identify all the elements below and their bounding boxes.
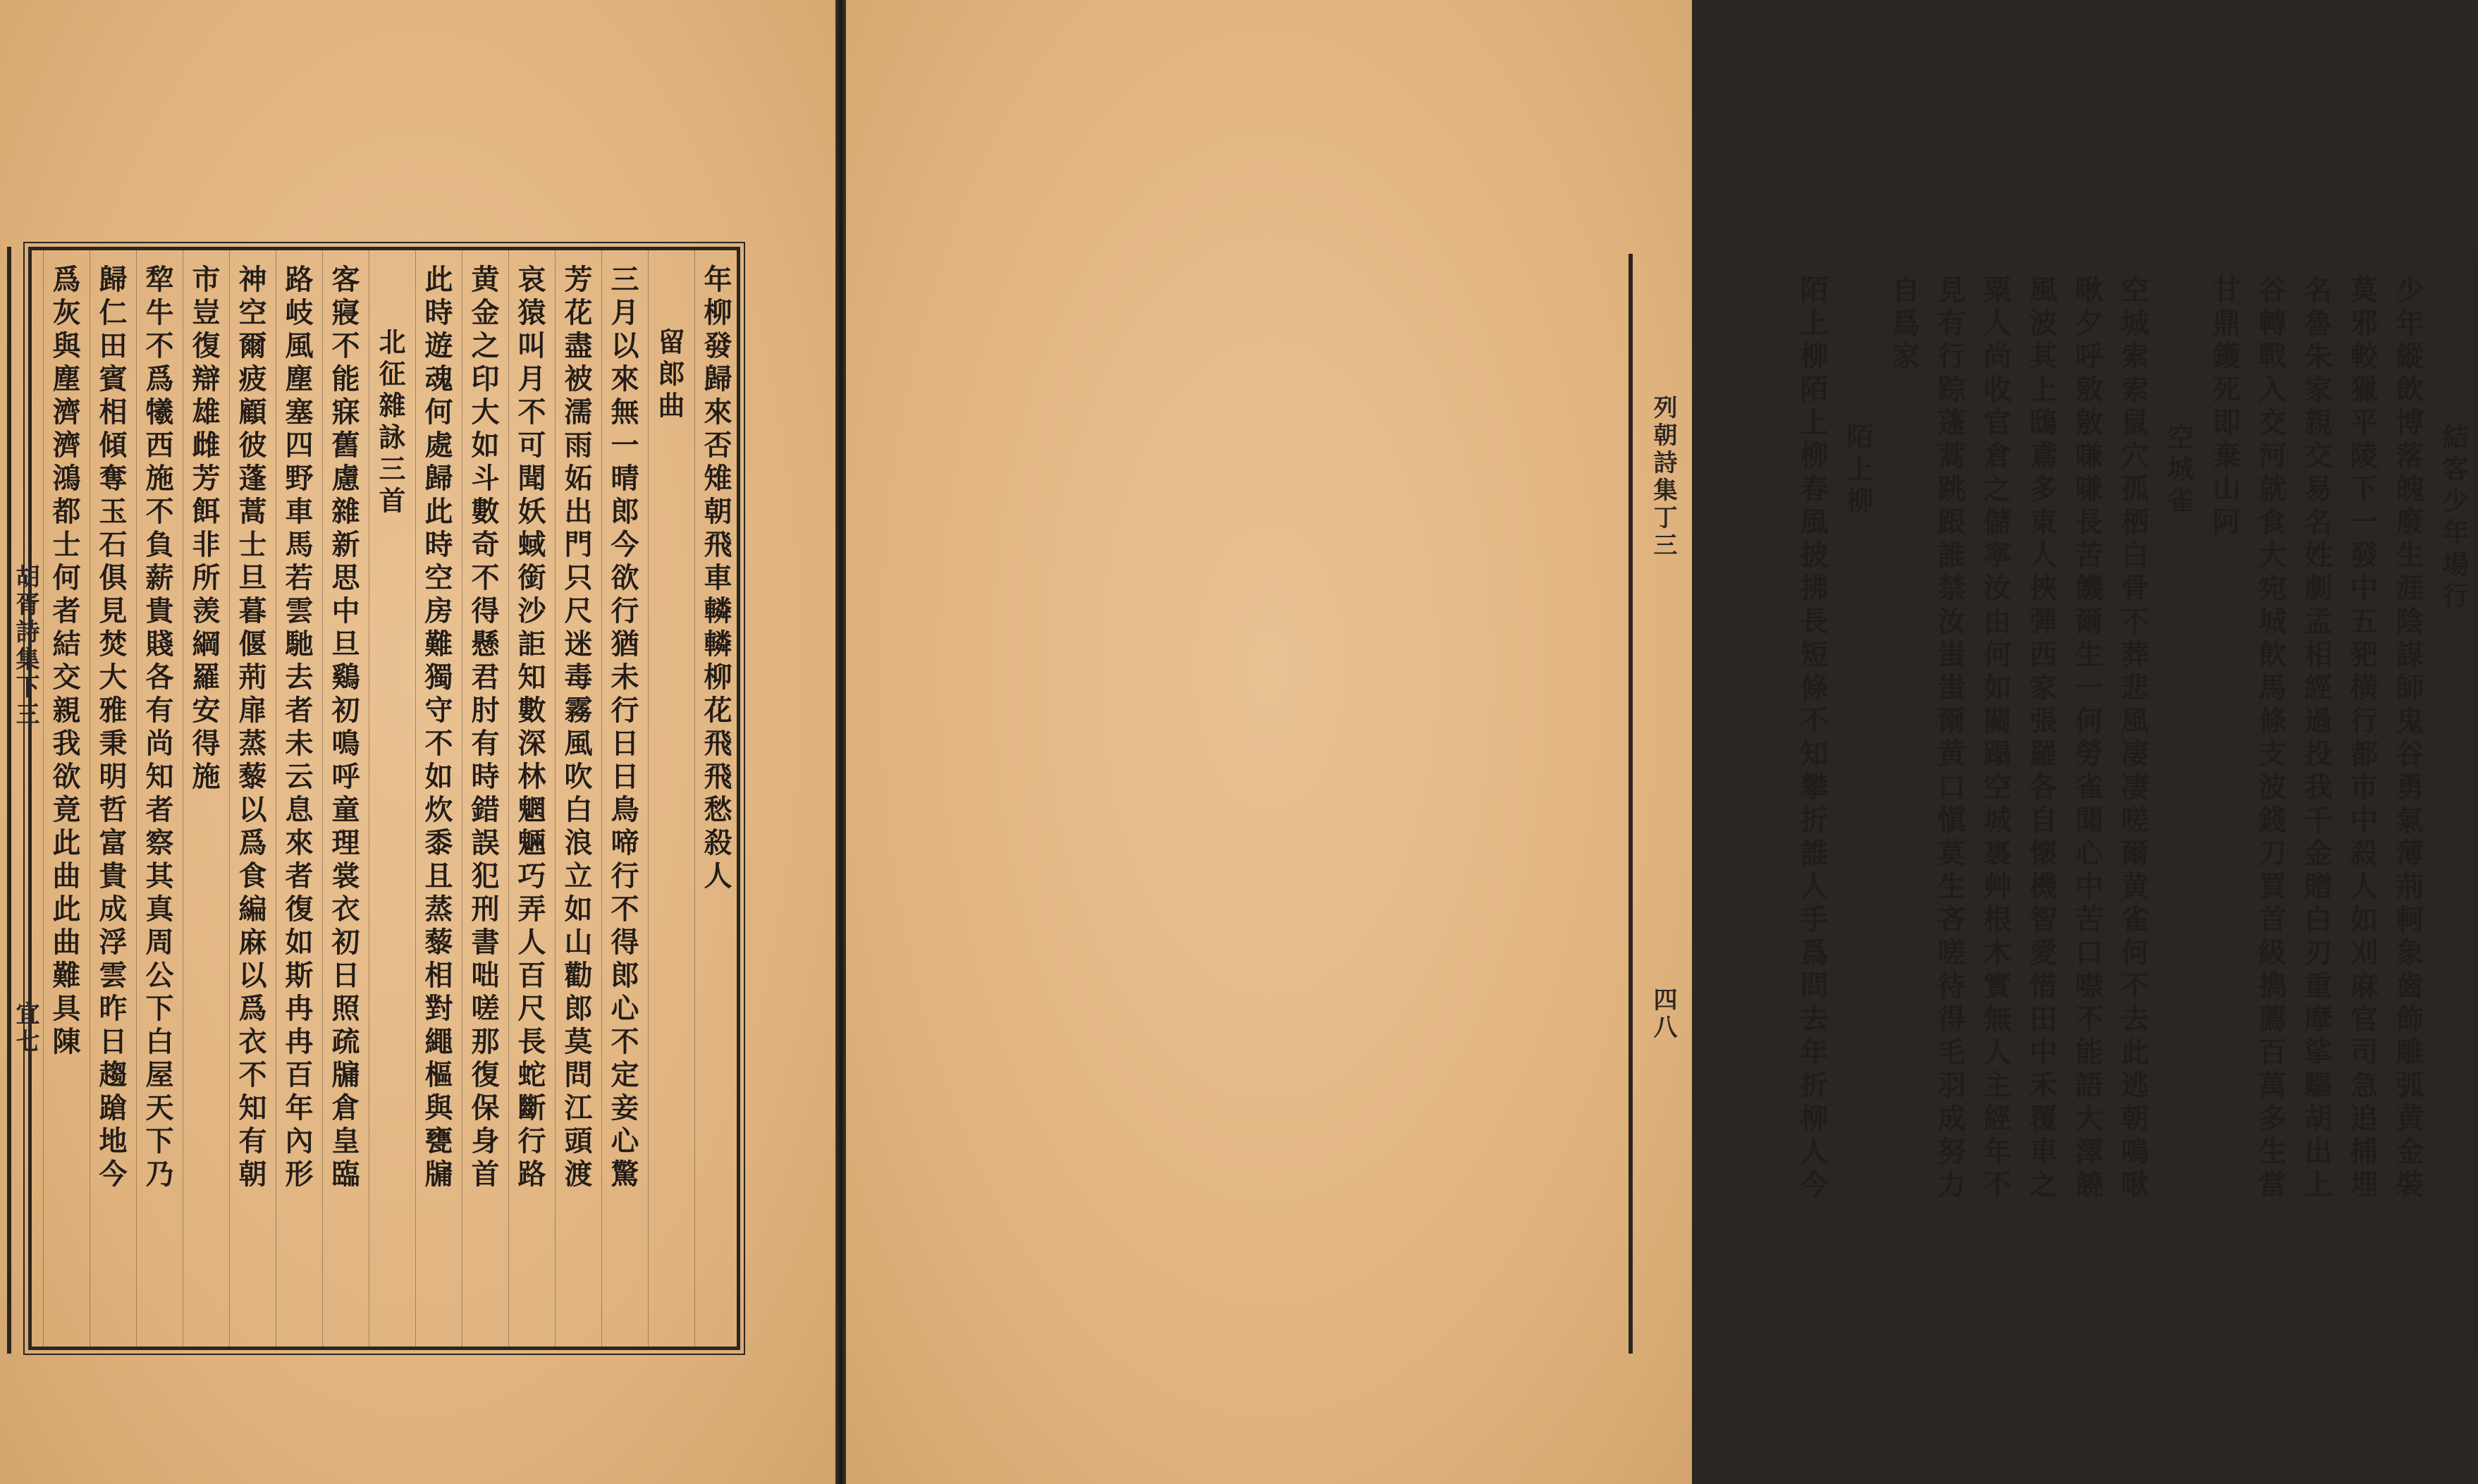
side-tab: 胡胥詩集下三 xyxy=(11,564,39,729)
text-column: 黄金之印大如斗數奇不得懸君肘有時錯誤犯刑書咄嗟那復保身首 xyxy=(462,250,504,1347)
poem-title: 結客少年場行 xyxy=(2432,261,2474,1350)
text-column: 空城索索鼠穴孤栖白骨不葬悲風凄凄嗟爾黄雀何不去此逃朝鳴啾 xyxy=(2111,261,2154,1350)
left-text-frame xyxy=(28,247,740,1350)
text-column: 見有行踪蓬蒿跳跟誰禁汝蚩蚩爾黄口愼莫生吝嗟待得毛羽成努力 xyxy=(1928,261,1970,1350)
text-column: 風波其上鴟鳶多東人挾彈西家張羅各自懷機智愛惜田中禾覆車之 xyxy=(2020,261,2062,1350)
poem-title: 空城雀 xyxy=(2157,261,2200,1350)
text-column: 客寢不能寐舊慮雜新思中旦鷄初鳴呼童理裳衣初日照疏牖倉皇臨 xyxy=(322,250,364,1347)
book-gutter xyxy=(835,0,846,1484)
text-column: 芳花盡被濡雨妬出門只尺迷毒霧風吹白浪立如山勸郎莫問江頭渡 xyxy=(555,250,597,1347)
side-tab-page: 四八 xyxy=(1649,987,1677,1042)
poem-title: 留郎曲 xyxy=(648,250,690,1347)
text-column: 名魯朱家親交易名姓劇孟相經過投我千金贈白刃重摩挲驅胡出上 xyxy=(2295,261,2337,1350)
text-column: 甘鼎鑊死即棄山阿 xyxy=(2203,261,2245,1350)
margin-rule xyxy=(7,247,11,1354)
text-column: 市豈復辯雄雌芳餌非所羡綱羅安得施 xyxy=(183,250,225,1347)
text-column: 犂牛不爲犧西施不負薪貴賤各有尚知者察其真周公下白屋天下乃 xyxy=(136,250,178,1347)
text-column: 爲灰與塵濟濟鴻都士何者結交親我欲竟此曲此曲難具陳 xyxy=(43,250,85,1347)
margin-rule xyxy=(1629,254,1633,1354)
text-column: 三月以來無一晴郎今欲行猶未行日日鳥啼行不得郎心不定妾心驚 xyxy=(601,250,644,1347)
side-tab: 列朝詩集丁三 xyxy=(1649,395,1677,560)
text-column: 此時遊魂何處歸此時空房難獨守不如炊黍且蒸藜相對繩樞與甕牖 xyxy=(415,250,458,1347)
right-text-frame xyxy=(1784,257,2478,1354)
poem-title: 北征雜詠三首 xyxy=(369,250,411,1347)
text-column: 莫邪較獵平陵下一發中五豝横行都市中殺人如刈麻官司急追捕埋 xyxy=(2341,261,2383,1350)
text-column: 啾夕呼敫敫嗛嗛長苦饑爾生一何勞雀聞心中苦口噤不能語大澤饒 xyxy=(2066,261,2108,1350)
text-column: 神空爾疲顧彼蓬蒿士旦暮偃荊扉蒸藜以爲食編麻以爲衣不知有朝 xyxy=(229,250,271,1347)
text-column: 粟人尚收官倉之儲寧汝由何如關蹋空城裏艸根木實無人主經年不 xyxy=(1974,261,2016,1350)
text-column: 陌上柳陌上柳春風披拂長短條不知攀折誰人手爲問去年折柳人今 xyxy=(1791,261,1833,1350)
text-column: 路岐風塵塞四野車馬若雲馳去者未云息來者復如斯冉冉百年內形 xyxy=(276,250,318,1347)
text-column: 谷轉戰入交河就食大宛城飲馬條支波錢刀買首級擕薦百萬多生當 xyxy=(2249,261,2291,1350)
text-column: 自爲家 xyxy=(1882,261,1925,1350)
text-column: 年柳發歸來否雉朝飛車轔轔柳花飛飛愁殺人 xyxy=(694,250,737,1347)
text-column: 哀猿叫月不可聞妖蜮銜沙詎知數深林魍魎巧弄人百尺長蛇斷行路 xyxy=(508,250,551,1347)
text-column: 歸仁田賓相傾奪玉石俱見焚大雅秉明哲富貴成浮雲昨日趨蹌地今 xyxy=(90,250,132,1347)
left-page xyxy=(0,0,835,1484)
poem-title: 陌上柳 xyxy=(1836,261,1879,1350)
text-column: 少年縱飲博落魄廢生涯陰謀師鬼谷勇氣薄荊軻象齒飾雕弧黄金裝 xyxy=(2386,261,2429,1350)
side-tab-page: 宜七 xyxy=(11,1001,39,1056)
right-page xyxy=(846,0,2470,1484)
